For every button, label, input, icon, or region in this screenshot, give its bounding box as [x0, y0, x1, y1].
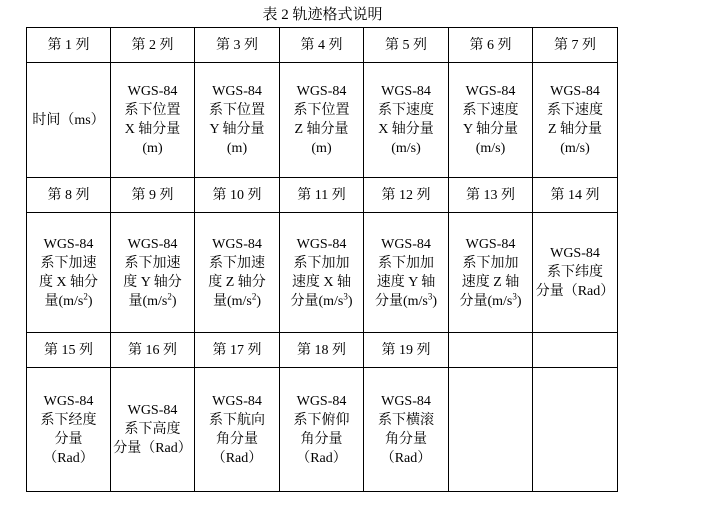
- column-header-cell: [195, 333, 280, 368]
- header-row: [27, 178, 618, 213]
- description-line: [197, 120, 277, 139]
- description-text: WGS-84: [550, 246, 600, 261]
- description-text: 系下加加: [378, 255, 434, 271]
- description-text: 系下加加: [293, 255, 350, 271]
- description-text: 系下加加: [462, 255, 519, 271]
- description-text: WGS-84: [465, 84, 516, 99]
- description-text: 系下高度: [124, 422, 181, 437]
- description-text: 度 X 轴分: [38, 274, 99, 290]
- description-line: [366, 82, 446, 101]
- description-text: WGS-84: [127, 236, 178, 252]
- description-text: （Rad）: [43, 450, 94, 466]
- description-line: [29, 254, 108, 273]
- column-header-cell: [27, 333, 111, 368]
- column-description-cell: [449, 213, 533, 333]
- description-line: [197, 411, 277, 430]
- description-line: [535, 139, 615, 158]
- column-description-cell: [195, 63, 280, 178]
- description-text: Y 轴分量: [462, 122, 519, 137]
- column-header-label: 第 11 列: [297, 187, 346, 203]
- description-line: [197, 449, 277, 468]
- description-line: [451, 292, 530, 311]
- table-caption: 表 2 轨迹格式说明: [262, 7, 383, 23]
- column-description-cell: [27, 368, 111, 492]
- column-description-cell: [280, 213, 364, 333]
- description-text: 系下经度: [40, 412, 97, 428]
- description-text: WGS-84: [212, 84, 262, 99]
- description-line: [366, 235, 446, 254]
- empty-description-cell: [533, 368, 618, 492]
- description-line: [451, 273, 530, 292]
- unit-exponent: 2: [83, 290, 88, 301]
- column-header-cell: [27, 28, 111, 63]
- column-description-cell: [27, 63, 111, 178]
- column-description-cell: [364, 63, 449, 178]
- column-description-cell: [449, 63, 533, 178]
- column-header-label: 第 15 列: [44, 342, 93, 358]
- description-text: 分量(m/s: [459, 293, 513, 309]
- description-text: 度 Z 轴分: [208, 274, 266, 290]
- description-text: （Rad）: [211, 450, 263, 466]
- description-text: WGS-84: [43, 393, 94, 409]
- column-header-label: 第 14 列: [550, 187, 600, 203]
- column-header-label: 第 17 列: [212, 342, 262, 358]
- description-text: Z 轴分量: [294, 122, 349, 137]
- description-text: (m): [311, 141, 332, 156]
- description-text: 角分量: [385, 431, 427, 447]
- description-line: [282, 411, 361, 430]
- column-header-cell: [364, 28, 449, 63]
- description-line: [535, 120, 615, 139]
- description-text: 量(m/s: [44, 293, 84, 309]
- column-description-cell: [533, 63, 618, 178]
- column-header-cell: [364, 178, 449, 213]
- description-line: [366, 292, 446, 311]
- description-line: [366, 430, 446, 449]
- description-line: [451, 101, 530, 120]
- description-line: [535, 101, 615, 120]
- description-text: X 轴分量: [124, 122, 181, 137]
- column-header-cell: [364, 333, 449, 368]
- description-line: [113, 401, 192, 420]
- column-header-cell: [195, 178, 280, 213]
- column-header-label: 第 6 列: [469, 37, 512, 53]
- description-text: 系下位置: [209, 103, 265, 118]
- description-line: [535, 82, 615, 101]
- description-text: Y 轴分量: [209, 122, 265, 137]
- description-text: WGS-84: [212, 393, 262, 409]
- description-text: 系下加速: [209, 255, 265, 271]
- unit-exponent: 3: [512, 290, 517, 301]
- description-row: [27, 63, 618, 178]
- description-line: [282, 449, 361, 468]
- description-line: [282, 82, 361, 101]
- description-text: (m): [142, 141, 163, 156]
- column-header-cell: [449, 178, 533, 213]
- description-text: （Rad）: [380, 450, 432, 466]
- column-header-label: 第 4 列: [300, 37, 343, 53]
- column-description-cell: [364, 213, 449, 333]
- description-line: [197, 235, 277, 254]
- column-header-label: 第 10 列: [212, 187, 262, 203]
- description-line: [197, 82, 277, 101]
- description-text: (m/s): [560, 141, 590, 156]
- description-line: [366, 411, 446, 430]
- column-description-cell: [111, 213, 195, 333]
- column-header-cell: [533, 178, 618, 213]
- description-line: [29, 430, 108, 449]
- description-line: [282, 430, 361, 449]
- unit-exponent: 3: [427, 290, 433, 301]
- description-line: [535, 263, 615, 282]
- description-text: WGS-84: [381, 393, 431, 409]
- description-line: [197, 392, 277, 411]
- empty-description-cell: [449, 368, 533, 492]
- description-line: [29, 111, 108, 130]
- description-line: [197, 273, 277, 292]
- description-line: [29, 411, 108, 430]
- description-text: 度 Y 轴分: [123, 274, 182, 290]
- column-header-cell: [280, 178, 364, 213]
- column-description-cell: [111, 63, 195, 178]
- column-description-cell: [111, 368, 195, 492]
- unit-closing: ): [87, 293, 93, 309]
- description-line: [366, 139, 446, 158]
- description-line: [535, 244, 615, 263]
- description-line: [113, 292, 192, 311]
- description-line: [451, 235, 530, 254]
- description-text: 系下俯仰: [293, 412, 350, 428]
- description-text: (m): [226, 141, 248, 156]
- column-header-cell: [27, 178, 111, 213]
- column-header-label: 第 3 列: [216, 37, 258, 53]
- description-line: [451, 82, 530, 101]
- column-header-label: 第 12 列: [381, 187, 431, 203]
- description-text: WGS-84: [550, 84, 600, 99]
- description-line: [197, 254, 277, 273]
- description-text: WGS-84: [296, 84, 347, 99]
- description-text: WGS-84: [127, 403, 178, 418]
- column-header-label: 第 1 列: [47, 37, 90, 53]
- column-header-label: 第 2 列: [131, 37, 174, 53]
- description-text: 分量(m/s: [290, 293, 344, 309]
- description-text: 系下航向: [209, 412, 265, 428]
- column-header-cell: [449, 28, 533, 63]
- description-row: [27, 213, 618, 333]
- description-line: [451, 139, 530, 158]
- description-text: WGS-84: [43, 236, 94, 252]
- column-header-label: 第 5 列: [385, 37, 427, 53]
- column-header-cell: [111, 28, 195, 63]
- description-text: 系下加速: [40, 255, 97, 271]
- description-line: [282, 292, 361, 311]
- description-line: [113, 254, 192, 273]
- description-line: [366, 392, 446, 411]
- description-line: [282, 392, 361, 411]
- column-header-cell: [533, 28, 618, 63]
- description-text: WGS-84: [381, 84, 431, 99]
- description-row: [27, 368, 618, 492]
- description-line: [197, 292, 277, 311]
- description-text: 角分量: [216, 431, 258, 447]
- description-text: WGS-84: [127, 84, 178, 99]
- header-row: [27, 333, 618, 368]
- description-line: [366, 120, 446, 139]
- description-text: WGS-84: [296, 236, 347, 252]
- description-text: 量(m/s: [128, 293, 168, 309]
- unit-closing: ): [516, 293, 522, 309]
- description-line: [282, 235, 361, 254]
- description-text: （Rad）: [296, 450, 347, 466]
- column-description-cell: [364, 368, 449, 492]
- description-line: [113, 439, 192, 458]
- column-header-label: 第 8 列: [47, 187, 90, 203]
- header-row: [27, 28, 618, 63]
- description-text: 速度 Z 轴: [461, 274, 520, 290]
- description-line: [282, 101, 361, 120]
- description-text: WGS-84: [296, 393, 347, 409]
- description-text: 系下加速: [124, 255, 181, 271]
- description-text: WGS-84: [212, 236, 262, 252]
- column-description-cell: [533, 213, 618, 333]
- empty-header-cell: [533, 333, 618, 368]
- description-text: 系下位置: [293, 103, 350, 118]
- description-text: (m/s): [391, 141, 421, 156]
- unit-closing: ): [171, 293, 177, 309]
- description-line: [113, 273, 192, 292]
- description-line: [366, 101, 446, 120]
- track-format-table: [26, 27, 618, 492]
- column-header-cell: [195, 28, 280, 63]
- description-line: [197, 430, 277, 449]
- unit-closing: ): [432, 293, 438, 309]
- description-text: 时间（ms）: [32, 112, 105, 128]
- column-description-cell: [280, 63, 364, 178]
- description-line: [366, 254, 446, 273]
- description-text: Z 轴分量: [547, 122, 603, 137]
- description-line: [29, 273, 108, 292]
- description-line: [197, 139, 277, 158]
- description-text: 角分量: [300, 431, 343, 447]
- description-line: [113, 139, 192, 158]
- description-line: [197, 101, 277, 120]
- unit-exponent: 2: [167, 290, 172, 301]
- description-text: WGS-84: [465, 236, 516, 252]
- unit-closing: ): [347, 293, 353, 309]
- description-text: 系下横滚: [378, 412, 434, 428]
- description-line: [451, 120, 530, 139]
- description-text: 系下位置: [124, 103, 181, 118]
- column-description-cell: [195, 368, 280, 492]
- description-text: 分量（Rad）: [113, 441, 192, 456]
- description-text: 速度 X 轴: [291, 274, 352, 290]
- column-header-cell: [280, 333, 364, 368]
- description-text: 分量(m/s: [374, 293, 428, 309]
- description-text: 量(m/s: [212, 293, 252, 309]
- description-line: [451, 254, 530, 273]
- description-line: [113, 101, 192, 120]
- unit-closing: ): [256, 293, 262, 309]
- description-line: [29, 392, 108, 411]
- column-header-label: 第 7 列: [554, 37, 596, 53]
- description-line: [282, 120, 361, 139]
- column-header-label: 第 19 列: [381, 342, 431, 358]
- column-description-cell: [195, 213, 280, 333]
- description-text: 分量: [54, 431, 83, 447]
- description-line: [113, 235, 192, 254]
- description-text: X 轴分量: [378, 122, 434, 137]
- column-header-cell: [111, 333, 195, 368]
- empty-header-cell: [449, 333, 533, 368]
- description-line: [113, 120, 192, 139]
- description-line: [113, 420, 192, 439]
- description-line: [282, 273, 361, 292]
- description-line: [282, 139, 361, 158]
- description-line: [282, 254, 361, 273]
- column-header-cell: [111, 178, 195, 213]
- description-line: [29, 235, 108, 254]
- description-line: [366, 273, 446, 292]
- description-text: 速度 Y 轴: [376, 274, 436, 290]
- column-description-cell: [280, 368, 364, 492]
- description-text: WGS-84: [381, 236, 431, 252]
- column-header-label: 第 18 列: [297, 342, 346, 358]
- description-text: 系下速度: [378, 103, 434, 118]
- description-text: 系下速度: [547, 103, 603, 118]
- description-line: [113, 82, 192, 101]
- description-text: 分量（Rad）: [535, 284, 615, 299]
- column-header-label: 第 13 列: [466, 187, 515, 203]
- column-header-label: 第 9 列: [131, 187, 174, 203]
- description-text: 系下纬度: [547, 265, 603, 280]
- description-line: [29, 449, 108, 468]
- description-text: (m/s): [475, 141, 506, 156]
- column-header-cell: [280, 28, 364, 63]
- description-line: [29, 292, 108, 311]
- column-description-cell: [27, 213, 111, 333]
- description-line: [535, 282, 615, 301]
- unit-exponent: 2: [251, 290, 257, 301]
- unit-exponent: 3: [343, 290, 348, 301]
- description-line: [366, 449, 446, 468]
- description-text: 系下速度: [462, 103, 519, 118]
- column-header-label: 第 16 列: [128, 342, 177, 358]
